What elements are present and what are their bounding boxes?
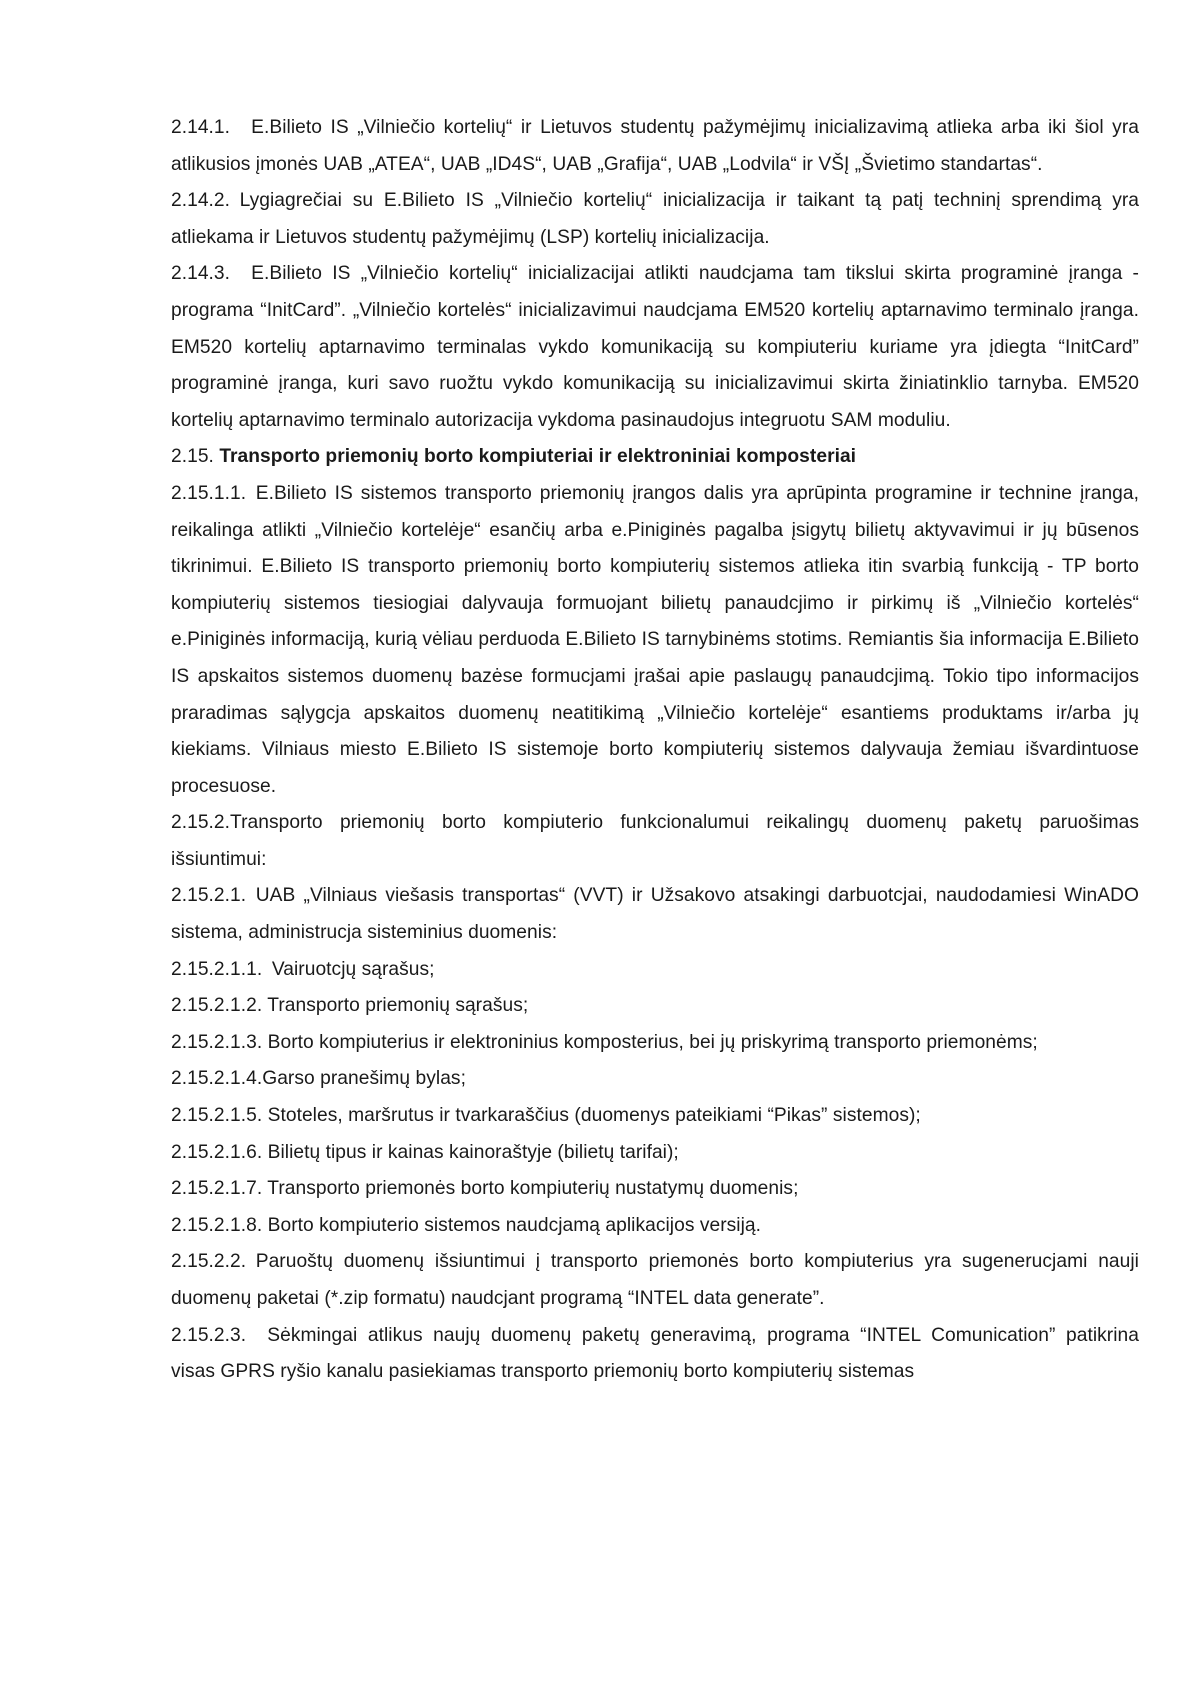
list-item-2-15-2-1-1 — [171, 952, 1139, 989]
paragraph-2-15-2-3 — [171, 1318, 1139, 1391]
paragraph-text: Garso pranešimų bylas; — [262, 1068, 466, 1090]
section-number: 2.14.1. — [171, 117, 231, 138]
paragraph-text: Lygiagrečiai su E.Bilieto IS „Vilniečio kortelių“ inicializacija ir taikant tą patį techninį sprendimą yra atliekama ir Lietuvos studentų pažymėjimų (LSP) kortelių inicializacija. — [171, 190, 1139, 248]
section-number: 2.15.2.1.4. — [171, 1068, 263, 1090]
list-item-2-15-2-1-5 — [171, 1098, 1139, 1135]
paragraph-text: UAB „Vilniaus viešasis transportas“ (VVT) ir Užsakovo atsakingi darbuotcjai, naudodamiesi WinADO sistema, administrucja sisteminius duomenis: — [171, 885, 1139, 944]
paragraph-2-14-1 — [171, 110, 1139, 183]
paragraph-2-15-1-1 — [171, 476, 1139, 805]
paragraph-2-15-2-2 — [171, 1244, 1139, 1317]
paragraph-text: Bilietų tipus ir kainas kainoraštyje (bilietų tarifai); — [267, 1141, 679, 1163]
list-item-2-15-2-1-2 — [171, 988, 1139, 1025]
paragraph-text: Transporto priemonės borto kompiuterių nustatymų duomenis; — [267, 1178, 799, 1200]
paragraph-2-15-2-1 — [171, 878, 1139, 951]
paragraph-text: Transporto priemonių sąrašus; — [267, 995, 529, 1017]
paragraph-text: Transporto priemonių borto kompiuterio funkcionalumui reikalingų duomenų paketų paruošimas išsiuntimui: — [171, 812, 1139, 870]
list-item-2-15-2-1-8 — [171, 1208, 1139, 1245]
list-item-2-15-2-1-3 — [171, 1025, 1139, 1062]
paragraph-text: E.Bilieto IS „Vilniečio kortelių“ inicializacijai atlikti naudcjama tam tikslui skirta programinė įranga - programa “InitCard”. „Vilniečio kortelės“ inicializavimui naudcjama EM520 kortelių aptarnavimo terminalo įranga. EM520 kortelių aptarnavimo terminalas vykdo komunikaciją su kompiuteriu kuriame yra įdiegta “InitCard” programinė įranga, kuri savo ruožtu vykdo komunikaciją su inicializavimui skirta žiniatinklio tarnyba. EM520 kortelių aptarnavimo terminalo autorizacija vykdoma pasinaudojus integruotu SAM moduliu. — [171, 263, 1139, 431]
section-number: 2.15.2.1. — [171, 885, 247, 907]
paragraph-text: Borto kompiuterius ir elektroninius komposterius, bei jų priskyrimą transporto priemonėms; — [267, 1031, 1038, 1053]
section-number: 2.14.3. — [171, 263, 231, 285]
paragraph-text: E.Bilieto IS „Vilniečio kortelių“ ir Lietuvos studentų pažymėjimų inicializavimą atlieka arba iki šiol yra atlikusios įmonės UAB „ATEA“, UAB „ID4S“, UAB „Grafija“, UAB „Lodvila“ ir VŠĮ „Švietimo standartas“. — [171, 117, 1139, 175]
section-number: 2.15.2.1.7. — [171, 1178, 263, 1200]
paragraph-text: Stoteles, maršrutus ir tvarkaraščius (duomenys pateikiami “Pikas” sistemos); — [267, 1105, 921, 1127]
section-number: 2.15.2.2. — [171, 1251, 247, 1273]
section-number: 2.15.2. — [171, 812, 231, 834]
section-number: 2.15.2.1.6. — [171, 1141, 263, 1163]
paragraph-text: Borto kompiuterio sistemos naudcjamą aplikacijos versiją. — [267, 1214, 762, 1236]
paragraph-text: Vairuotcjų sąrašus; — [271, 958, 435, 980]
section-number: 2.15.1.1. — [171, 482, 247, 504]
section-number: 2.15.2.1.2. — [171, 995, 263, 1017]
section-heading-2-15 — [171, 439, 1139, 476]
list-item-2-15-2-1-7 — [171, 1171, 1139, 1208]
section-number: 2.15.2.1.5. — [171, 1105, 263, 1127]
paragraph-2-14-2 — [171, 183, 1139, 256]
paragraph-2-14-3 — [171, 256, 1139, 439]
paragraph-2-15-2 — [171, 805, 1139, 878]
paragraph-text: Sėkmingai atlikus naujų duomenų paketų generavimą, programa “INTEL Comunication” patikrina visas GPRS ryšio kanalu pasiekiamas transporto priemonių borto kompiuterių sistemas — [171, 1324, 1139, 1383]
list-item-2-15-2-1-6 — [171, 1135, 1139, 1172]
section-number: 2.14.2. — [171, 190, 231, 212]
section-number: 2.15. — [171, 446, 214, 468]
section-number: 2.15.2.3. — [171, 1324, 247, 1346]
paragraph-text: Paruoštų duomenų išsiuntimui į transporto priemonės borto kompiuterius yra sugenerucjami nauji duomenų paketai (*.zip formatu) naudcjant programą “INTEL data generate”. — [171, 1251, 1139, 1309]
section-heading-text: Transporto priemonių borto kompiuteriai ir elektroniniai komposteriai — [219, 446, 857, 468]
paragraph-text: E.Bilieto IS sistemos transporto priemonių įrangos dalis yra aprūpinta programine ir technine įranga, reikalinga atlikti „Vilniečio kortelėje“ esančių arba e.Piniginės pagalba įsigytų bilietų aktyvavimui ir jų būsenos tikrinimui. E.Bilieto IS transporto priemonių borto kompiuterių sistemos atlieka itin svarbią funkciją - TP borto kompiuterių sistemos tiesiogiai dalyvauja formuojant bilietų panaudcjimo ir pirkimų iš „Vilniečio kortelės“ e.Piniginės informaciją, kurią vėliau perduoda E.Bilieto IS tarnybinėms stotims. Remiantis šia informacija E.Bilieto IS apskaitos sistemos duomenų bazėse formucjami įrašai apie paslaugų panaudcjimą. Tokio tipo informacijos praradimas sąlygcja apskaitos duomenų neatitikimą „Vilniečio kortelėje“ esantiems produktams ir/arba jų kiekiams. Vilniaus miesto E.Bilieto IS sistemoje borto kompiuterių sistemos dalyvauja žemiau išvardintuose procesuose. — [171, 482, 1139, 797]
section-number: 2.15.2.1.8. — [171, 1214, 263, 1236]
section-number: 2.15.2.1.3. — [171, 1031, 263, 1053]
section-number: 2.15.2.1.1. — [171, 958, 263, 980]
document-page — [171, 110, 1139, 1391]
list-item-2-15-2-1-4 — [171, 1061, 1139, 1098]
